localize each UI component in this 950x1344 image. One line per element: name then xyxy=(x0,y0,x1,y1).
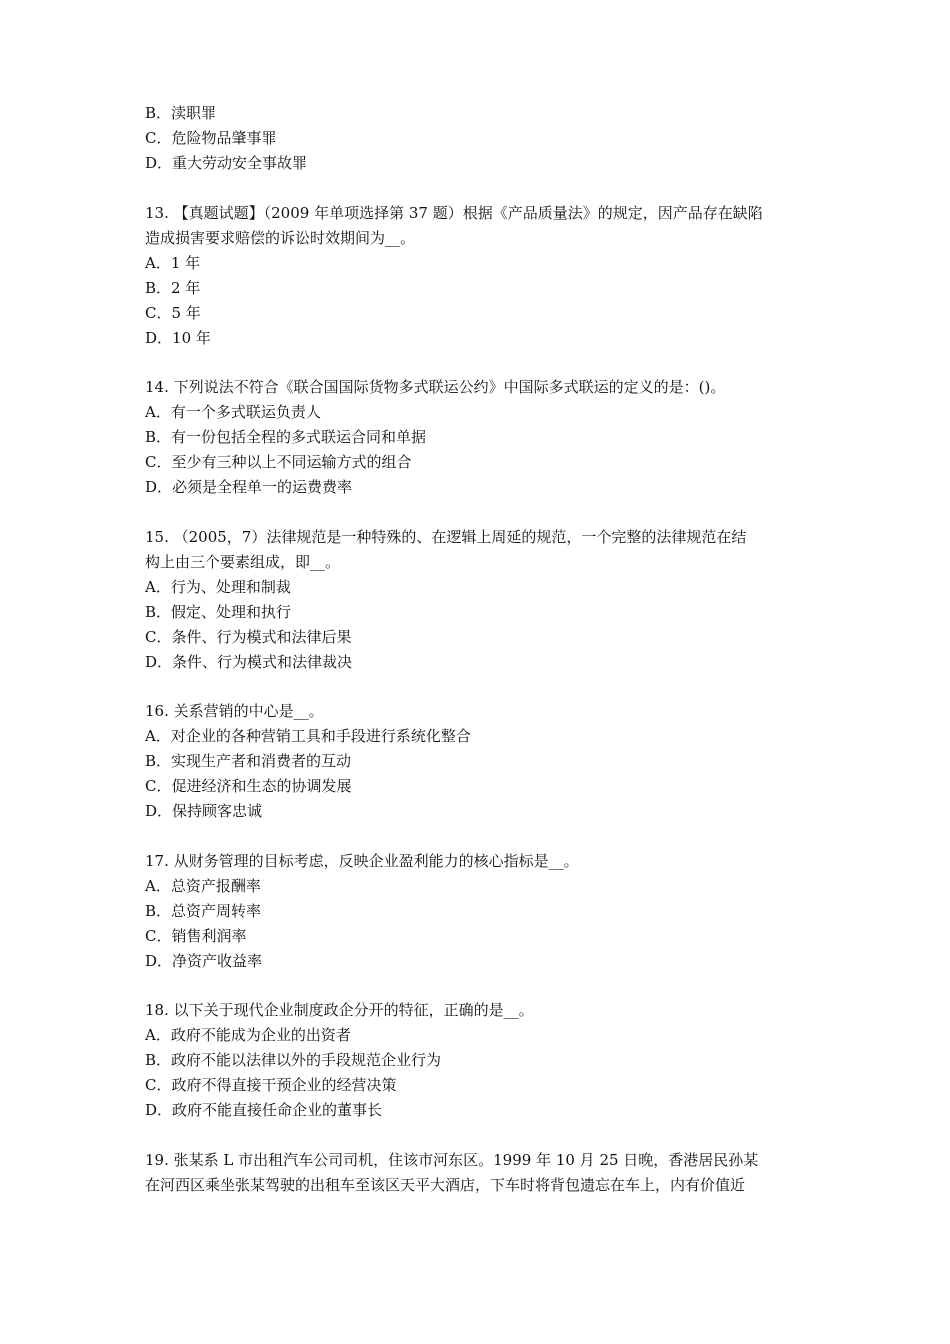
option-d-q13: D．10 年 xyxy=(145,329,211,347)
option-b-q13: B．2 年 xyxy=(145,279,201,297)
option-d-q14: D．必须是全程单一的运费费率 xyxy=(145,478,353,496)
question-16: 16. 关系营销的中心是__。 xyxy=(145,702,324,720)
option-c-q18: C．政府不得直接干预企业的经营决策 xyxy=(145,1076,397,1094)
option-b-q14: B．有一份包括全程的多式联运合同和单据 xyxy=(145,428,427,446)
option-c-q13: C．5 年 xyxy=(145,304,201,322)
option-d-q12: D．重大劳动安全事故罪 xyxy=(145,154,308,172)
option-d-q17: D．净资产收益率 xyxy=(145,952,263,970)
option-a-q14: A．有一个多式联运负责人 xyxy=(145,403,321,421)
option-c-q15: C．条件、行为模式和法律后果 xyxy=(145,628,352,646)
question-17: 17. 从财务管理的目标考虑，反映企业盈利能力的核心指标是__。 xyxy=(145,852,579,870)
option-b-q18: B．政府不能以法律以外的手段规范企业行为 xyxy=(145,1051,442,1069)
option-a-q17: A．总资产报酬率 xyxy=(145,877,261,895)
option-b-q15: B．假定、处理和执行 xyxy=(145,603,292,621)
option-a-q13: A．1 年 xyxy=(145,254,201,272)
option-c-q12: C．危险物品肇事罪 xyxy=(145,129,277,147)
option-a-q16: A．对企业的各种营销工具和手段进行系统化整合 xyxy=(145,727,471,745)
option-b-q17: B．总资产周转率 xyxy=(145,902,262,920)
option-d-q15: D．条件、行为模式和法律裁决 xyxy=(145,653,353,671)
option-a-q15: A．行为、处理和制裁 xyxy=(145,578,291,596)
option-c-q14: C．至少有三种以上不同运输方式的组合 xyxy=(145,453,412,471)
question-13-line-1: 13. 【真题试题】（2009 年单项选择第 37 题）根据《产品质量法》的规定，因产品存在缺陷 xyxy=(145,204,763,222)
option-b-q12: B．渎职罪 xyxy=(145,104,217,122)
option-c-q16: C．促进经济和生态的协调发展 xyxy=(145,777,352,795)
option-d-q16: D．保持顾客忠诚 xyxy=(145,802,263,820)
question-19-line-1: 19. 张某系 L 市出租汽车公司司机，住该市河东区。1999 年 10 月 25 日晚，香港居民孙某 xyxy=(145,1151,759,1169)
question-13-line-2: 造成损害要求赔偿的诉讼时效期间为__。 xyxy=(145,229,416,247)
option-d-q18: D．政府不能直接任命企业的董事长 xyxy=(145,1101,383,1119)
question-14: 14. 下列说法不符合《联合国国际货物多式联运公约》中国际多式联运的定义的是：()。 xyxy=(145,378,726,396)
question-15-line-2: 构上由三个要素组成，即__。 xyxy=(145,553,341,571)
question-19-line-2: 在河西区乘坐张某驾驶的出租车至该区天平大酒店，下车时将背包遗忘在车上，内有价值近 xyxy=(145,1176,746,1194)
option-b-q16: B．实现生产者和消费者的互动 xyxy=(145,752,352,770)
option-a-q18: A．政府不能成为企业的出资者 xyxy=(145,1026,351,1044)
question-18: 18. 以下关于现代企业制度政企分开的特征，正确的是__。 xyxy=(145,1001,534,1019)
question-15-line-1: 15. （2005，7）法律规范是一种特殊的、在逻辑上周延的规范，一个完整的法律规范在结 xyxy=(145,528,747,546)
option-c-q17: C．销售利润率 xyxy=(145,927,247,945)
